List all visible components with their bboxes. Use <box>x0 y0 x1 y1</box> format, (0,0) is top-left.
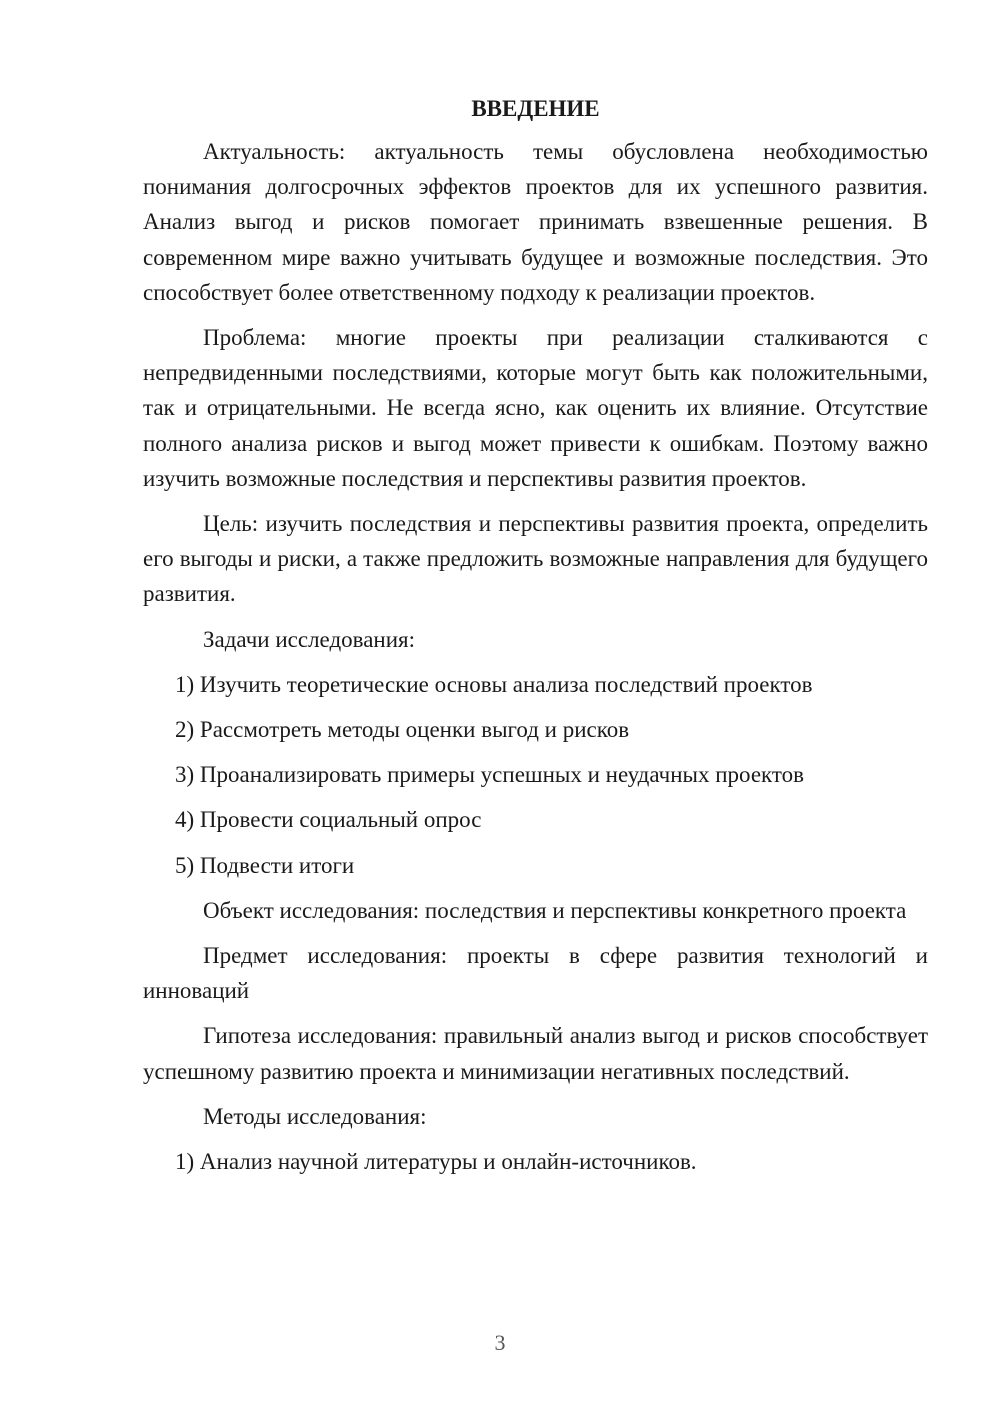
task-item: 3) Проанализировать примеры успешных и неудачных проектов <box>175 762 805 788</box>
tasks-label: Задачи исследования: <box>203 626 416 652</box>
task-item: 1) Изучить теоретические основы анализа последствий проектов <box>175 671 813 697</box>
subject-paragraph: Предмет исследования: проекты в сфере развития технологий и инноваций <box>143 943 928 1004</box>
goal-paragraph: Цель: изучить последствия и перспективы развития проекта, определить его выгоды и риски, а также предложить возможные направления для будущего развития. <box>143 511 928 607</box>
relevance-paragraph: Актуальность: актуальность темы обусловлена необходимостью понимания долгосрочных эффектов проектов для их успешного развития. Анализ выгод и рисков помогает принимать взвешенные решения. В современном мире важно учитывать будущее и возможные последствия. Это способствует более ответственному подходу к реализации проектов. <box>143 139 928 305</box>
methods-label: Методы исследования: <box>203 1103 427 1129</box>
hypothesis-paragraph: Гипотеза исследования: правильный анализ выгод и рисков способствует успешному развитию проекта и минимизации негативных последствий. <box>143 1023 928 1084</box>
problem-paragraph: Проблема: многие проекты при реализации сталкиваются с непредвиденными последствиями, которые могут быть как положительными, так и отрицательными. Не всегда ясно, как оценить их влияние. Отсутствие полного анализа рисков и выгод может привести к ошибкам. Поэтому важно изучить возможные последствия и перспективы развития проектов. <box>143 325 928 491</box>
object-paragraph: Объект исследования: последствия и перспективы конкретного проекта <box>203 897 907 923</box>
task-item: 5) Подвести итоги <box>175 852 355 878</box>
document-page <box>143 92 928 1189</box>
task-item: 4) Провести социальный опрос <box>175 807 482 833</box>
task-item: 2) Рассмотреть методы оценки выгод и рисков <box>175 717 630 743</box>
page-title: ВВЕДЕНИЕ <box>471 96 600 121</box>
page-number: 3 <box>494 1330 506 1355</box>
method-item: 1) Анализ научной литературы и онлайн-источников. <box>175 1149 697 1175</box>
